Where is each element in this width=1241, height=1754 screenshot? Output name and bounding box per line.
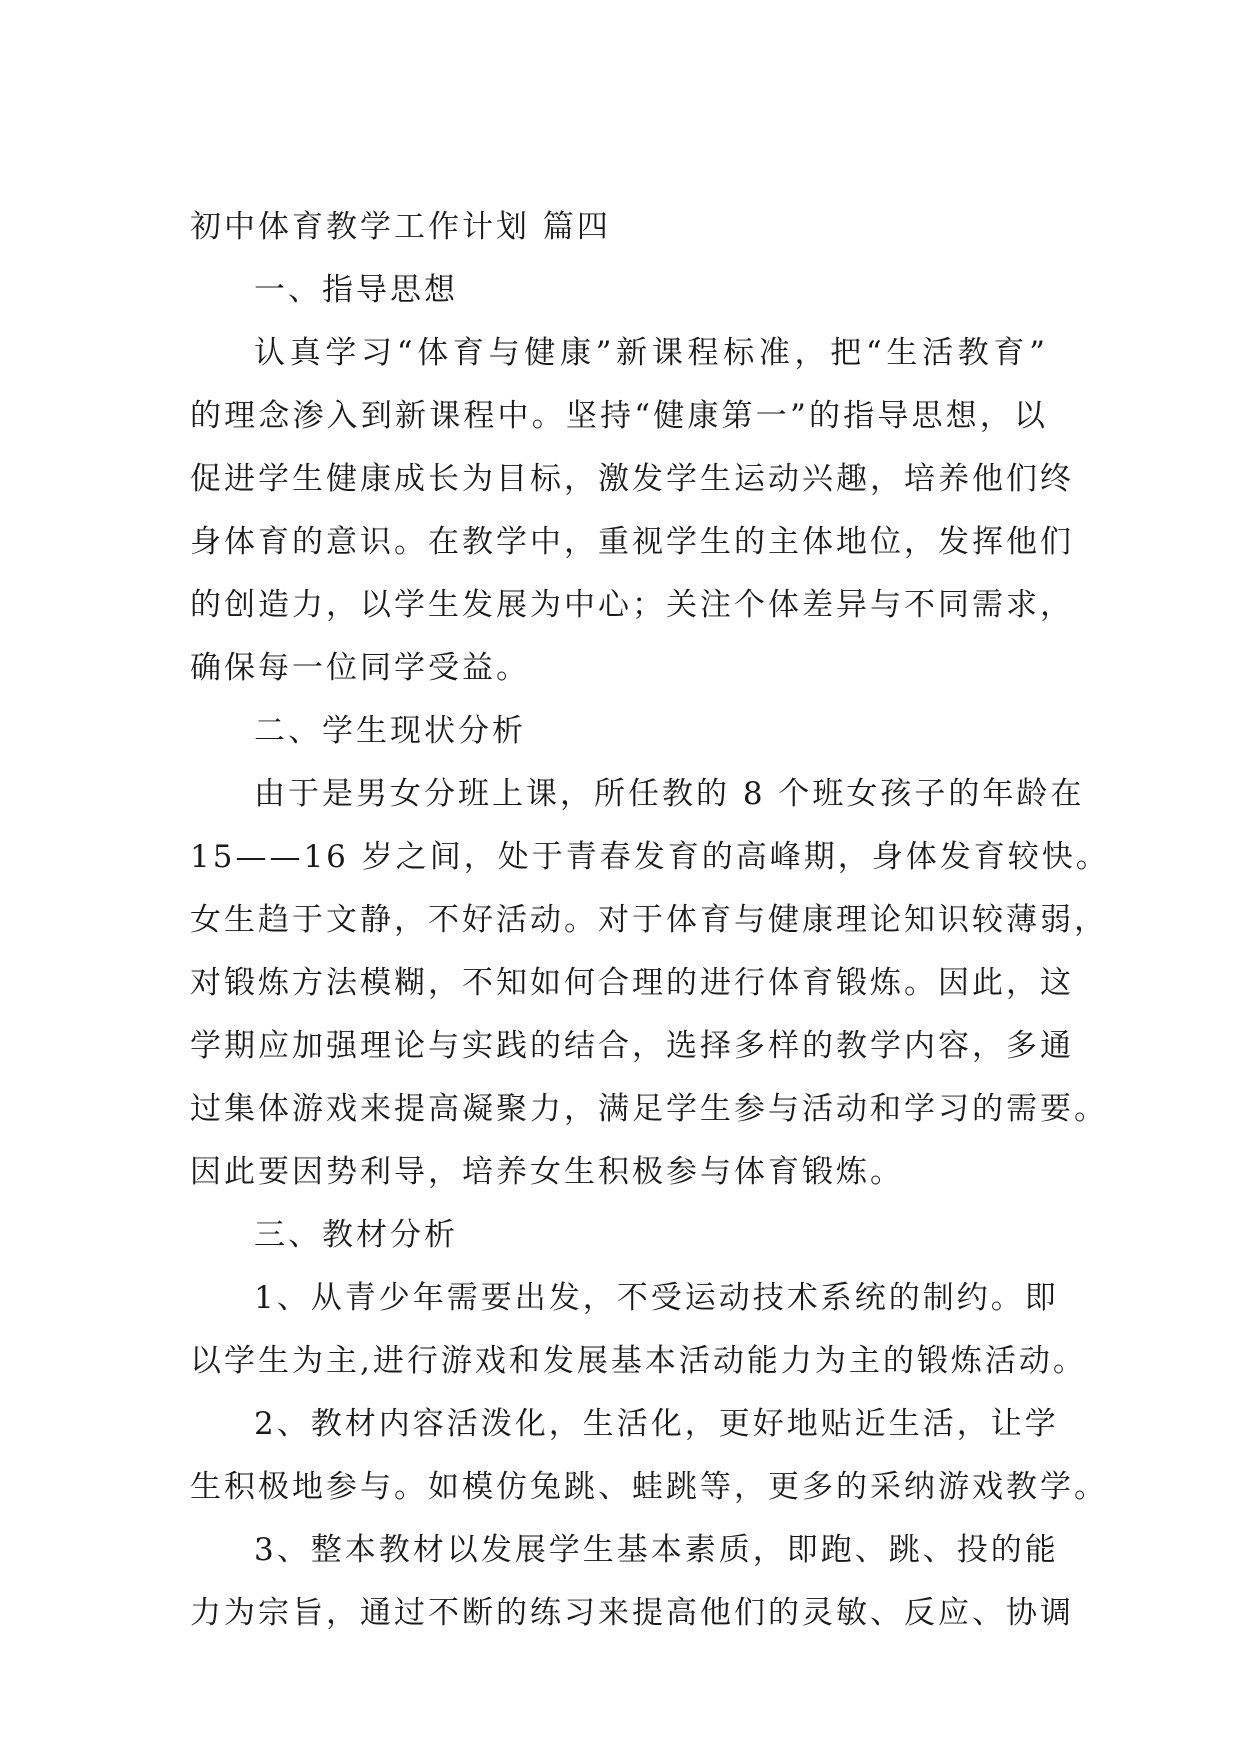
paragraph-line: 学期应加强理论与实践的结合，选择多样的教学内容，多通 — [190, 1028, 1074, 1064]
paragraph-line: 女生趋于文静，不好活动。对于体育与健康理论知识较薄弱， — [190, 902, 1108, 938]
paragraph-line: 确保每一位同学受益。 — [190, 650, 530, 686]
paragraph-line: 生积极地参与。如模仿兔跳、蛙跳等，更多的采纳游戏教学。 — [190, 1469, 1108, 1505]
section-heading: 三、教材分析 — [254, 1217, 458, 1253]
paragraph-line: 以学生为主,进行游戏和发展基本活动能力为主的锻炼活动。 — [190, 1343, 1087, 1379]
paragraph-line: 身体育的意识。在教学中，重视学生的主体地位，发挥他们 — [190, 524, 1074, 560]
paragraph-line: 1、从青少年需要出发，不受运动技术系统的制约。即 — [254, 1280, 1059, 1316]
section-heading: 一、指导思想 — [254, 272, 458, 308]
paragraph-line: 力为宗旨，通过不断的练习来提高他们的灵敏、反应、协调 — [190, 1595, 1074, 1631]
document-body — [190, 196, 1110, 1645]
document-title: 初中体育教学工作计划 篇四 — [190, 209, 611, 245]
paragraph-line: 过集体游戏来提高凝聚力，满足学生参与活动和学习的需要。 — [190, 1091, 1108, 1127]
section-heading: 二、学生现状分析 — [254, 713, 526, 749]
paragraph-line: 3、整本教材以发展学生基本素质，即跑、跳、投的能 — [254, 1532, 1059, 1568]
paragraph-line: 促进学生健康成长为目标，激发学生运动兴趣，培养他们终 — [190, 461, 1074, 497]
paragraph-line: 由于是男女分班上课，所任教的 8 个班女孩子的年龄在 — [254, 776, 1085, 812]
paragraph-line: 的理念渗入到新课程中。坚持“健康第一”的指导思想，以 — [190, 398, 1048, 434]
paragraph-line: 因此要因势利导，培养女生积极参与体育锻炼。 — [190, 1154, 904, 1190]
paragraph-line: 2、教材内容活泼化，生活化，更好地贴近生活，让学 — [254, 1406, 1059, 1442]
paragraph-line: 的创造力，以学生发展为中心；关注个体差异与不同需求， — [190, 587, 1074, 623]
paragraph-line: 认真学习“体育与健康”新课程标准，把“生活教育” — [254, 335, 1048, 371]
paragraph-line: 15——16 岁之间，处于青春发育的高峰期，身体发育较快。 — [190, 839, 1110, 875]
paragraph-line: 对锻炼方法模糊，不知如何合理的进行体育锻炼。因此，这 — [190, 965, 1074, 1001]
